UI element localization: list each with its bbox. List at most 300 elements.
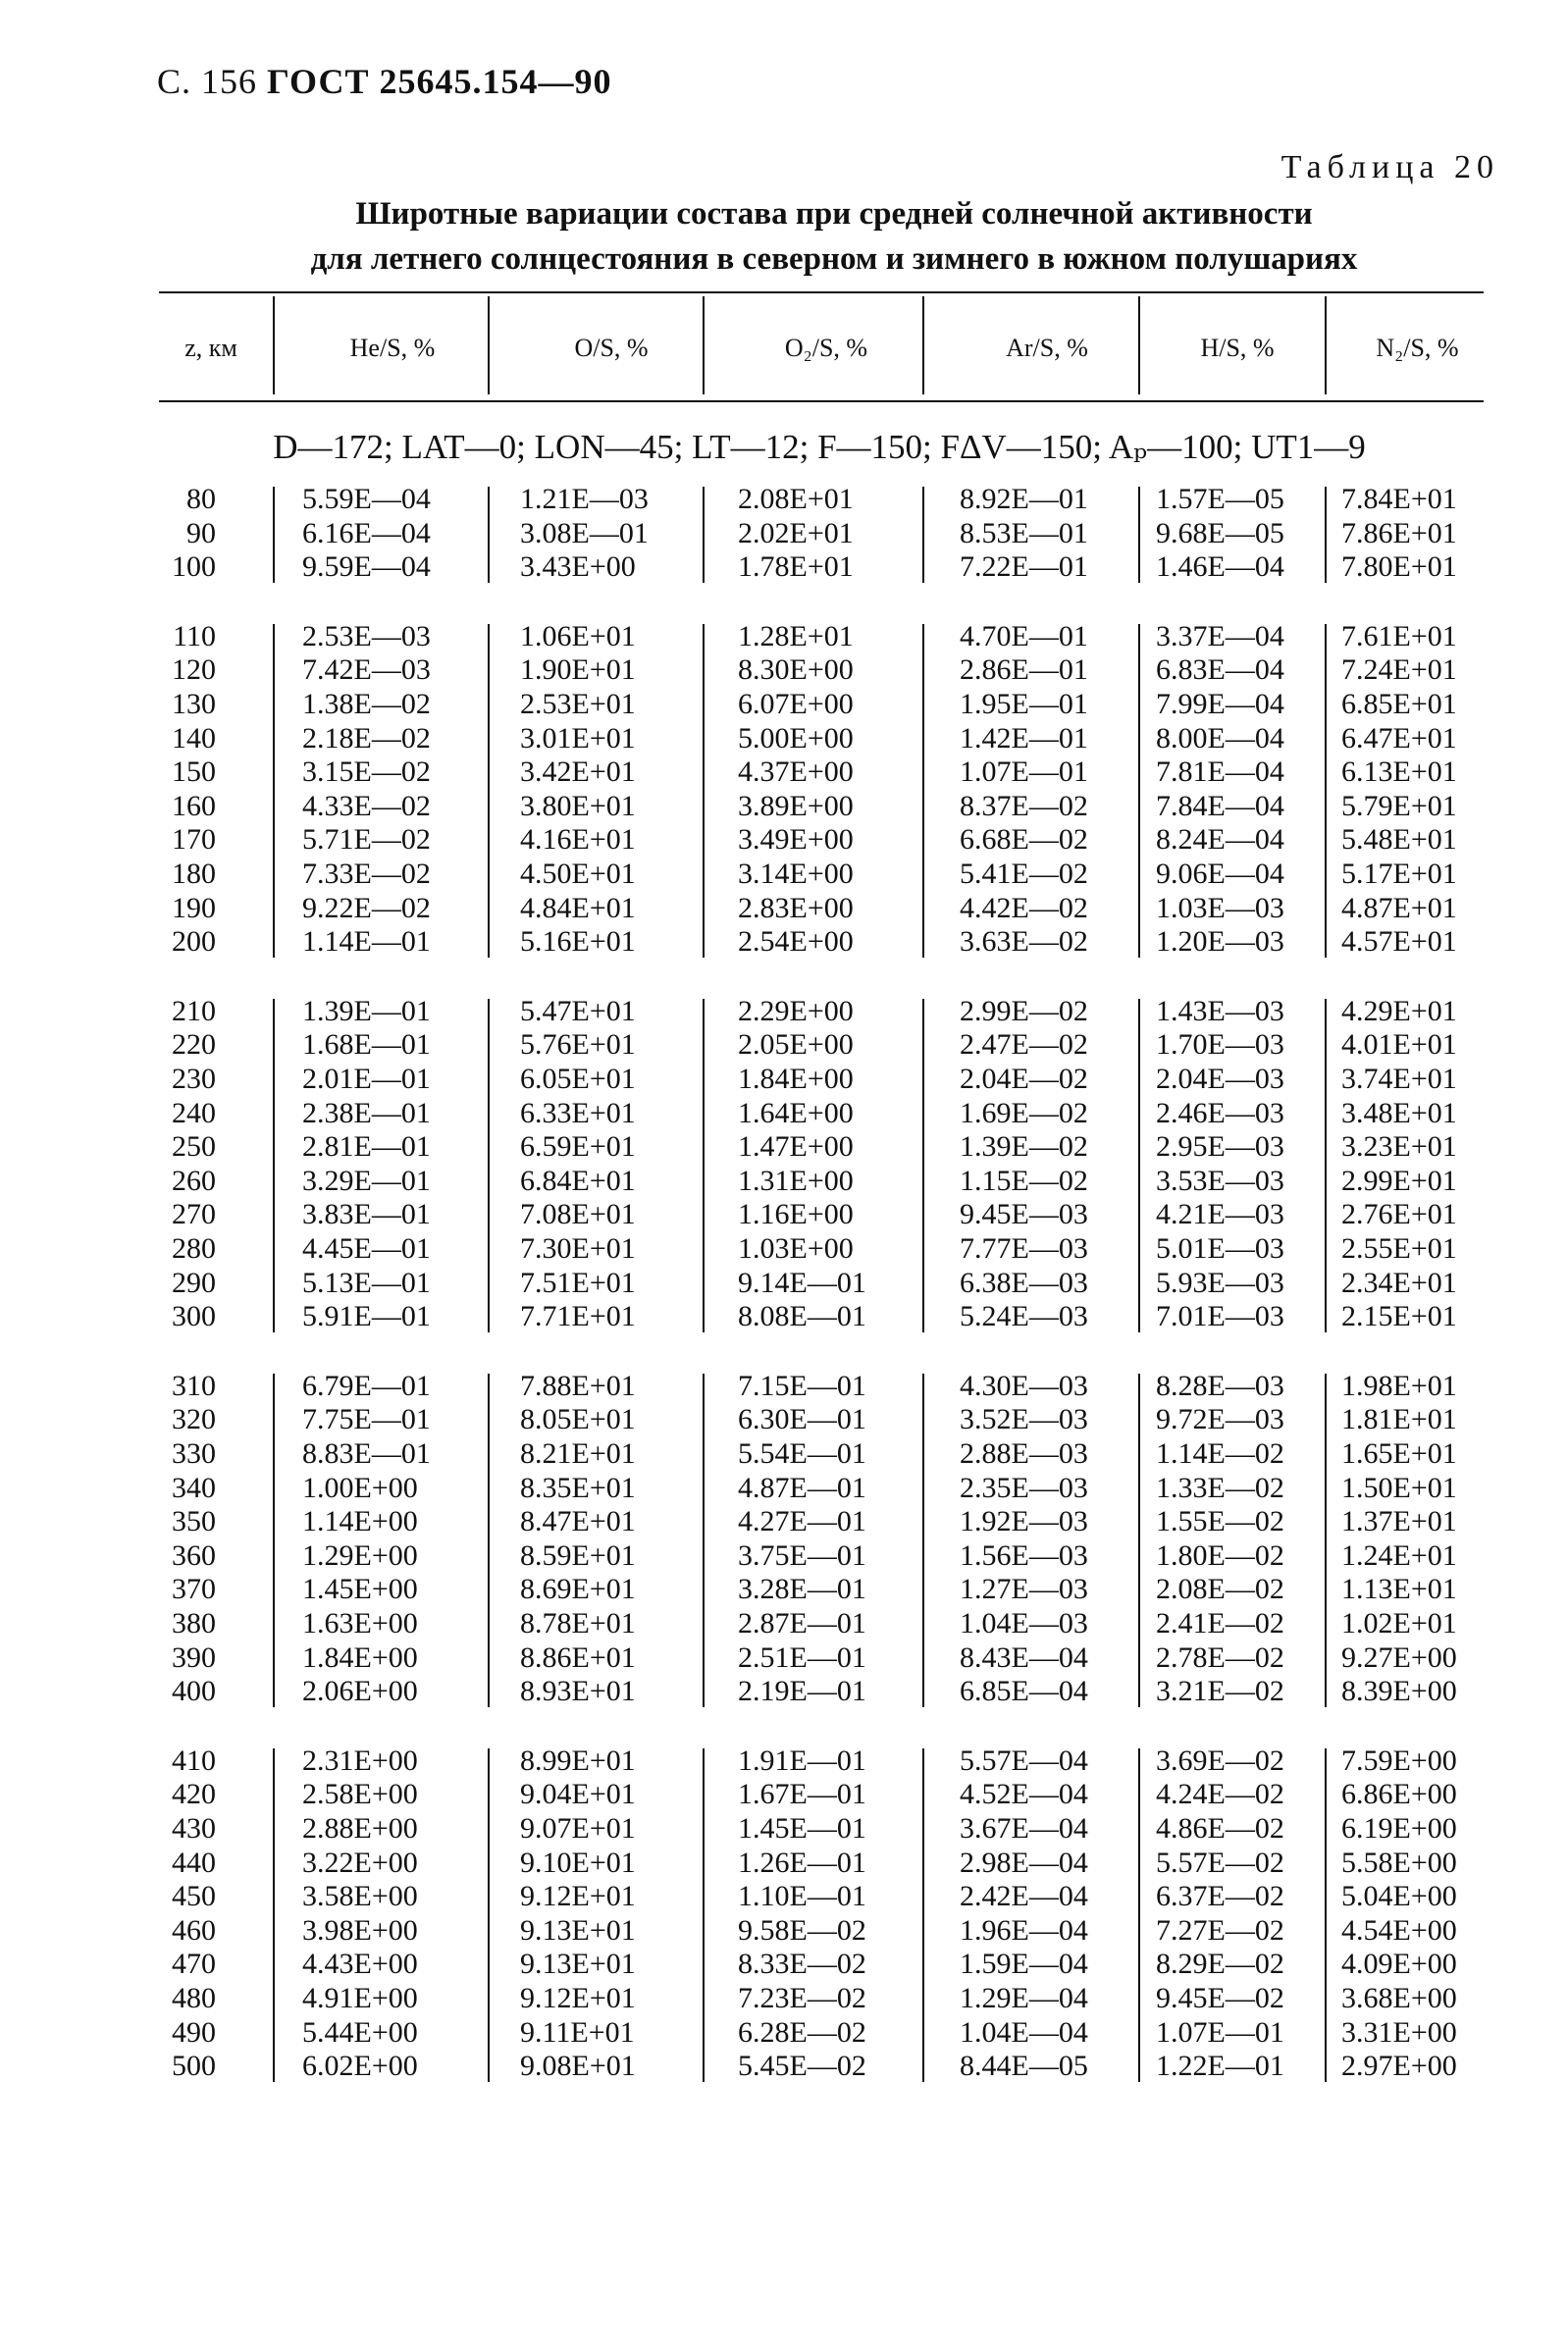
value-cell: 1.00E+00 — [302, 1472, 418, 1504]
value-cell: 2.53E—03 — [302, 620, 431, 652]
table-title-line-1: Широтные вариации состава при средней солнечной активности — [355, 196, 1313, 232]
value-cell: 1.64E+00 — [738, 1097, 854, 1129]
value-cell: 7.80E+01 — [1341, 550, 1457, 583]
value-cell: 2.35E—03 — [960, 1472, 1088, 1504]
altitude-cell: 430 — [172, 1812, 216, 1845]
value-cell: 1.57E—05 — [1156, 483, 1284, 515]
value-cell: 6.13E+01 — [1341, 755, 1457, 788]
value-cell: 5.76E+01 — [520, 1028, 636, 1061]
value-cell: 1.80E—02 — [1156, 1539, 1284, 1572]
altitude-cell: 90 — [186, 517, 216, 549]
value-cell: 4.54E+00 — [1341, 1914, 1457, 1947]
column-divider — [922, 999, 924, 1332]
value-cell: 9.72E—03 — [1156, 1403, 1284, 1435]
altitude-cell: 410 — [172, 1744, 216, 1777]
column-divider — [1138, 1374, 1140, 1707]
altitude-cell: 240 — [172, 1097, 216, 1129]
column-divider — [1138, 624, 1140, 958]
value-cell: 7.81E—04 — [1156, 755, 1284, 788]
value-cell: 6.68E—02 — [960, 823, 1088, 856]
column-divider — [1138, 999, 1140, 1332]
value-cell: 6.19E+00 — [1341, 1812, 1457, 1845]
value-cell: 1.26E—01 — [738, 1847, 866, 1879]
value-cell: 1.14E—02 — [1156, 1437, 1284, 1470]
value-cell: 6.59E+01 — [520, 1130, 636, 1163]
value-cell: 1.59E—04 — [960, 1948, 1088, 1980]
value-cell: 2.87E—01 — [738, 1607, 866, 1640]
value-cell: 7.23E—02 — [738, 1982, 866, 2014]
column-divider — [922, 624, 924, 958]
value-cell: 2.04E—02 — [960, 1063, 1088, 1095]
value-cell: 5.45E—02 — [738, 2050, 866, 2082]
value-cell: 1.27E—03 — [960, 1573, 1088, 1605]
value-cell: 1.92E—03 — [960, 1505, 1088, 1537]
value-cell: 2.78E—02 — [1156, 1641, 1284, 1674]
value-cell: 1.22E—01 — [1156, 2050, 1284, 2082]
altitude-cell: 120 — [172, 653, 216, 686]
value-cell: 2.88E+00 — [302, 1812, 418, 1845]
value-cell: 4.33E—02 — [302, 790, 431, 822]
value-cell: 1.02E+01 — [1341, 1607, 1457, 1640]
value-cell: 9.07E+01 — [520, 1812, 636, 1845]
value-cell: 1.07E—01 — [1156, 2016, 1284, 2049]
value-cell: 2.08E—02 — [1156, 1573, 1284, 1605]
value-cell: 8.33E—02 — [738, 1948, 866, 1980]
value-cell: 2.99E—02 — [960, 995, 1088, 1027]
value-cell: 8.69E+01 — [520, 1573, 636, 1605]
value-cell: 3.15E—02 — [302, 755, 431, 788]
table-title-line-2: для летнего солнцестояния в северном и зимнего в южном полушариях — [310, 241, 1358, 277]
value-cell: 2.81E—01 — [302, 1130, 431, 1163]
value-cell: 1.29E—04 — [960, 1982, 1088, 2014]
value-cell: 9.14E—01 — [738, 1267, 866, 1299]
column-divider — [703, 1748, 705, 2082]
value-cell: 4.50E+01 — [520, 858, 636, 890]
value-cell: 5.17E+01 — [1341, 858, 1457, 890]
value-cell: 3.69E—02 — [1156, 1744, 1284, 1777]
value-cell: 9.12E+01 — [520, 1982, 636, 2014]
value-cell: 6.84E+01 — [520, 1165, 636, 1197]
value-cell: 2.15E+01 — [1341, 1300, 1457, 1332]
altitude-cell: 190 — [172, 892, 216, 924]
value-cell: 7.22E—01 — [960, 550, 1088, 583]
value-cell: 7.30E+01 — [520, 1232, 636, 1265]
column-header: O₂/S, % — [784, 334, 868, 362]
table-header-rule — [159, 400, 1484, 402]
value-cell: 7.15E—01 — [738, 1370, 866, 1402]
column-divider — [703, 487, 705, 583]
value-cell: 6.85E+01 — [1341, 688, 1457, 720]
value-cell: 1.33E—02 — [1156, 1472, 1284, 1504]
value-cell: 2.51E—01 — [738, 1641, 866, 1674]
altitude-cell: 360 — [172, 1539, 216, 1572]
value-cell: 4.43E+00 — [302, 1948, 418, 1980]
value-cell: 2.01E—01 — [302, 1063, 431, 1095]
value-cell: 3.83E—01 — [302, 1198, 431, 1230]
value-cell: 9.45E—03 — [960, 1198, 1088, 1230]
value-cell: 3.53E—03 — [1156, 1165, 1284, 1197]
altitude-cell: 250 — [172, 1130, 216, 1163]
page-number: С. 156 — [157, 62, 258, 101]
column-header: He/S, % — [349, 334, 436, 362]
value-cell: 5.57E—02 — [1156, 1847, 1284, 1879]
value-cell: 5.41E—02 — [960, 858, 1088, 890]
value-cell: 2.55E+01 — [1341, 1232, 1457, 1265]
value-cell: 1.42E—01 — [960, 722, 1088, 755]
model-parameters: D—172; LAT—0; LON—45; LT—12; F—150; FΔV—150; Aₚ—100; UT1—9 — [273, 428, 1366, 466]
value-cell: 6.79E—01 — [302, 1370, 431, 1402]
value-cell: 8.59E+01 — [520, 1539, 636, 1572]
column-header: H/S, % — [1200, 334, 1275, 362]
altitude-cell: 320 — [172, 1403, 216, 1435]
altitude-cell: 140 — [172, 722, 216, 755]
value-cell: 7.71E+01 — [520, 1300, 636, 1332]
value-cell: 3.08E—01 — [520, 517, 649, 549]
value-cell: 8.35E+01 — [520, 1472, 636, 1504]
value-cell: 9.13E+01 — [520, 1914, 636, 1947]
altitude-cell: 400 — [172, 1675, 216, 1707]
value-cell: 1.29E+00 — [302, 1539, 418, 1572]
value-cell: 1.63E+00 — [302, 1607, 418, 1640]
value-cell: 2.06E+00 — [302, 1675, 418, 1707]
value-cell: 2.88E—03 — [960, 1437, 1088, 1470]
altitude-cell: 100 — [172, 550, 216, 583]
column-divider — [1325, 624, 1327, 958]
value-cell: 1.84E+00 — [738, 1063, 854, 1095]
value-cell: 2.34E+01 — [1341, 1267, 1457, 1299]
altitude-cell: 330 — [172, 1437, 216, 1470]
table-top-rule — [159, 291, 1484, 293]
header-column-divider — [1325, 296, 1327, 394]
value-cell: 1.24E+01 — [1341, 1539, 1457, 1572]
altitude-cell: 230 — [172, 1063, 216, 1095]
value-cell: 6.05E+01 — [520, 1063, 636, 1095]
value-cell: 4.29E+01 — [1341, 995, 1457, 1027]
value-cell: 1.81E+01 — [1341, 1403, 1457, 1435]
value-cell: 4.24E—02 — [1156, 1778, 1284, 1810]
value-cell: 5.01E—03 — [1156, 1232, 1284, 1265]
value-cell: 4.52E—04 — [960, 1778, 1088, 1810]
value-cell: 4.86E—02 — [1156, 1812, 1284, 1845]
column-divider — [1138, 1748, 1140, 2082]
value-cell: 4.37E+00 — [738, 755, 854, 788]
value-cell: 2.76E+01 — [1341, 1198, 1457, 1230]
value-cell: 7.59E+00 — [1341, 1744, 1457, 1777]
altitude-cell: 490 — [172, 2016, 216, 2049]
value-cell: 1.46E—04 — [1156, 550, 1284, 583]
value-cell: 1.04E—03 — [960, 1607, 1088, 1640]
value-cell: 5.71E—02 — [302, 823, 431, 856]
value-cell: 1.84E+00 — [302, 1641, 418, 1674]
value-cell: 1.67E—01 — [738, 1778, 866, 1810]
value-cell: 7.84E—04 — [1156, 790, 1284, 822]
value-cell: 9.68E—05 — [1156, 517, 1284, 549]
column-header: O/S, % — [574, 334, 649, 362]
value-cell: 2.99E+01 — [1341, 1165, 1457, 1197]
value-cell: 3.42E+01 — [520, 755, 636, 788]
value-cell: 1.13E+01 — [1341, 1573, 1457, 1605]
value-cell: 6.38E—03 — [960, 1267, 1088, 1299]
value-cell: 7.01E—03 — [1156, 1300, 1284, 1332]
value-cell: 3.01E+01 — [520, 722, 636, 755]
value-cell: 2.83E+00 — [738, 892, 854, 924]
column-divider — [488, 999, 490, 1332]
value-cell: 2.29E+00 — [738, 995, 854, 1027]
value-cell: 9.04E+01 — [520, 1778, 636, 1810]
value-cell: 7.84E+01 — [1341, 483, 1457, 515]
altitude-cell: 380 — [172, 1607, 216, 1640]
value-cell: 9.10E+01 — [520, 1847, 636, 1879]
value-cell: 4.27E—01 — [738, 1505, 866, 1537]
value-cell: 3.28E—01 — [738, 1573, 866, 1605]
value-cell: 8.99E+01 — [520, 1744, 636, 1777]
header-column-divider — [922, 296, 924, 394]
value-cell: 7.42E—03 — [302, 653, 431, 686]
value-cell: 1.04E—04 — [960, 2016, 1088, 2049]
column-divider — [922, 1748, 924, 2082]
altitude-cell: 480 — [172, 1982, 216, 2014]
value-cell: 2.08E+01 — [738, 483, 854, 515]
value-cell: 2.38E—01 — [302, 1097, 431, 1129]
value-cell: 9.06E—04 — [1156, 858, 1284, 890]
value-cell: 5.13E—01 — [302, 1267, 431, 1299]
altitude-cell: 500 — [172, 2050, 216, 2082]
value-cell: 6.86E+00 — [1341, 1778, 1457, 1810]
value-cell: 4.30E—03 — [960, 1370, 1088, 1402]
altitude-cell: 150 — [172, 755, 216, 788]
value-cell: 1.70E—03 — [1156, 1028, 1284, 1061]
column-divider — [1138, 487, 1140, 583]
value-cell: 6.85E—04 — [960, 1675, 1088, 1707]
value-cell: 2.54E+00 — [738, 925, 854, 958]
value-cell: 5.79E+01 — [1341, 790, 1457, 822]
value-cell: 7.86E+01 — [1341, 517, 1457, 549]
altitude-cell: 350 — [172, 1505, 216, 1537]
value-cell: 8.08E—01 — [738, 1300, 866, 1332]
column-divider — [703, 999, 705, 1332]
value-cell: 4.21E—03 — [1156, 1198, 1284, 1230]
column-divider — [488, 624, 490, 958]
table-label: Таблица 20 — [1281, 149, 1499, 185]
value-cell: 7.99E—04 — [1156, 688, 1284, 720]
column-divider — [273, 999, 275, 1332]
column-header: N₂/S, % — [1376, 334, 1459, 362]
value-cell: 7.24E+01 — [1341, 653, 1457, 686]
value-cell: 1.50E+01 — [1341, 1472, 1457, 1504]
value-cell: 6.07E+00 — [738, 688, 854, 720]
value-cell: 1.38E—02 — [302, 688, 431, 720]
altitude-cell: 460 — [172, 1914, 216, 1947]
value-cell: 9.08E+01 — [520, 2050, 636, 2082]
value-cell: 7.51E+01 — [520, 1267, 636, 1299]
value-cell: 1.65E+01 — [1341, 1437, 1457, 1470]
value-cell: 8.24E—04 — [1156, 823, 1284, 856]
value-cell: 9.58E—02 — [738, 1914, 866, 1947]
value-cell: 2.95E—03 — [1156, 1130, 1284, 1163]
value-cell: 6.02E+00 — [302, 2050, 418, 2082]
column-header: z, км — [184, 334, 237, 362]
value-cell: 8.93E+01 — [520, 1675, 636, 1707]
value-cell: 5.47E+01 — [520, 995, 636, 1027]
value-cell: 9.11E+01 — [520, 2016, 635, 2049]
value-cell: 3.63E—02 — [960, 925, 1088, 958]
altitude-cell: 340 — [172, 1472, 216, 1504]
value-cell: 5.54E—01 — [738, 1437, 866, 1470]
value-cell: 8.78E+01 — [520, 1607, 636, 1640]
value-cell: 5.57E—04 — [960, 1744, 1088, 1777]
value-cell: 2.19E—01 — [738, 1675, 866, 1707]
header-column-divider — [703, 296, 705, 394]
value-cell: 3.52E—03 — [960, 1403, 1088, 1435]
header-column-divider — [1138, 296, 1140, 394]
value-cell: 1.39E—01 — [302, 995, 431, 1027]
column-divider — [273, 624, 275, 958]
value-cell: 3.37E—04 — [1156, 620, 1284, 652]
value-cell: 3.74E+01 — [1341, 1063, 1457, 1095]
value-cell: 1.06E+01 — [520, 620, 636, 652]
value-cell: 8.29E—02 — [1156, 1948, 1284, 1980]
value-cell: 2.97E+00 — [1341, 2050, 1457, 2082]
value-cell: 1.56E—03 — [960, 1539, 1088, 1572]
column-divider — [273, 487, 275, 583]
value-cell: 1.90E+01 — [520, 653, 636, 686]
column-divider — [488, 1374, 490, 1707]
value-cell: 1.69E—02 — [960, 1097, 1088, 1129]
value-cell: 1.20E—03 — [1156, 925, 1284, 958]
value-cell: 3.68E+00 — [1341, 1982, 1457, 2014]
value-cell: 2.18E—02 — [302, 722, 431, 755]
value-cell: 2.86E—01 — [960, 653, 1088, 686]
value-cell: 8.39E+00 — [1341, 1675, 1457, 1707]
value-cell: 7.75E—01 — [302, 1403, 431, 1435]
value-cell: 3.14E+00 — [738, 858, 854, 890]
value-cell: 8.53E—01 — [960, 517, 1088, 549]
altitude-cell: 280 — [172, 1232, 216, 1265]
altitude-cell: 270 — [172, 1198, 216, 1230]
value-cell: 4.87E+01 — [1341, 892, 1457, 924]
value-cell: 2.46E—03 — [1156, 1097, 1284, 1129]
value-cell: 1.68E—01 — [302, 1028, 431, 1061]
value-cell: 7.61E+01 — [1341, 620, 1457, 652]
value-cell: 5.93E—03 — [1156, 1267, 1284, 1299]
value-cell: 8.44E—05 — [960, 2050, 1088, 2082]
altitude-cell: 80 — [186, 483, 216, 515]
value-cell: 1.45E—01 — [738, 1812, 866, 1845]
value-cell: 2.02E+01 — [738, 517, 854, 549]
value-cell: 1.07E—01 — [960, 755, 1088, 788]
value-cell: 8.37E—02 — [960, 790, 1088, 822]
value-cell: 3.75E—01 — [738, 1539, 866, 1572]
value-cell: 3.80E+01 — [520, 790, 636, 822]
column-divider — [273, 1748, 275, 2082]
value-cell: 8.05E+01 — [520, 1403, 636, 1435]
value-cell: 2.98E—04 — [960, 1847, 1088, 1879]
column-divider — [922, 487, 924, 583]
value-cell: 1.95E—01 — [960, 688, 1088, 720]
value-cell: 1.78E+01 — [738, 550, 854, 583]
value-cell: 7.88E+01 — [520, 1370, 636, 1402]
altitude-cell: 440 — [172, 1847, 216, 1879]
value-cell: 1.15E—02 — [960, 1165, 1088, 1197]
value-cell: 3.48E+01 — [1341, 1097, 1457, 1129]
value-cell: 2.04E—03 — [1156, 1063, 1284, 1095]
value-cell: 2.47E—02 — [960, 1028, 1088, 1061]
value-cell: 6.30E—01 — [738, 1403, 866, 1435]
altitude-cell: 260 — [172, 1165, 216, 1197]
value-cell: 5.48E+01 — [1341, 823, 1457, 856]
value-cell: 1.39E—02 — [960, 1130, 1088, 1163]
value-cell: 8.21E+01 — [520, 1437, 636, 1470]
header-column-divider — [273, 296, 275, 394]
value-cell: 8.92E—01 — [960, 483, 1088, 515]
value-cell: 6.33E+01 — [520, 1097, 636, 1129]
value-cell: 3.29E—01 — [302, 1165, 431, 1197]
column-divider — [488, 487, 490, 583]
value-cell: 4.84E+01 — [520, 892, 636, 924]
value-cell: 2.41E—02 — [1156, 1607, 1284, 1640]
value-cell: 3.43E+00 — [520, 550, 636, 583]
value-cell: 8.28E—03 — [1156, 1370, 1284, 1402]
column-divider — [1325, 1374, 1327, 1707]
value-cell: 2.53E+01 — [520, 688, 636, 720]
value-cell: 3.58E+00 — [302, 1880, 418, 1912]
value-cell: 1.10E—01 — [738, 1880, 866, 1912]
value-cell: 3.67E—04 — [960, 1812, 1088, 1845]
value-cell: 4.87E—01 — [738, 1472, 866, 1504]
value-cell: 3.49E+00 — [738, 823, 854, 856]
value-cell: 1.55E—02 — [1156, 1505, 1284, 1537]
value-cell: 5.58E+00 — [1341, 1847, 1457, 1879]
value-cell: 5.44E+00 — [302, 2016, 418, 2049]
value-cell: 9.12E+01 — [520, 1880, 636, 1912]
value-cell: 4.16E+01 — [520, 823, 636, 856]
value-cell: 9.59E—04 — [302, 550, 431, 583]
value-cell: 5.00E+00 — [738, 722, 854, 755]
value-cell: 6.37E—02 — [1156, 1880, 1284, 1912]
value-cell: 8.00E—04 — [1156, 722, 1284, 755]
altitude-cell: 220 — [172, 1028, 216, 1061]
value-cell: 4.45E—01 — [302, 1232, 431, 1265]
value-cell: 1.45E+00 — [302, 1573, 418, 1605]
column-divider — [488, 1748, 490, 2082]
altitude-cell: 310 — [172, 1370, 216, 1402]
column-divider — [1325, 487, 1327, 583]
value-cell: 2.31E+00 — [302, 1744, 418, 1777]
value-cell: 4.42E—02 — [960, 892, 1088, 924]
value-cell: 1.37E+01 — [1341, 1505, 1457, 1537]
value-cell: 5.91E—01 — [302, 1300, 431, 1332]
value-cell: 3.23E+01 — [1341, 1130, 1457, 1163]
value-cell: 1.03E+00 — [738, 1232, 854, 1265]
value-cell: 2.05E+00 — [738, 1028, 854, 1061]
value-cell: 4.57E+01 — [1341, 925, 1457, 958]
altitude-cell: 110 — [173, 620, 216, 652]
standard-number: ГОСТ 25645.154—90 — [267, 62, 612, 101]
value-cell: 1.14E—01 — [302, 925, 431, 958]
value-cell: 3.98E+00 — [302, 1914, 418, 1947]
altitude-cell: 370 — [172, 1573, 216, 1605]
value-cell: 5.04E+00 — [1341, 1880, 1457, 1912]
value-cell: 1.91E—01 — [738, 1744, 866, 1777]
altitude-cell: 470 — [172, 1948, 216, 1980]
column-header: Ar/S, % — [1006, 334, 1088, 362]
value-cell: 8.30E+00 — [738, 653, 854, 686]
page-header — [157, 61, 611, 102]
header-column-divider — [488, 296, 490, 394]
value-cell: 8.86E+01 — [520, 1641, 636, 1674]
value-cell: 9.22E—02 — [302, 892, 431, 924]
value-cell: 2.42E—04 — [960, 1880, 1088, 1912]
